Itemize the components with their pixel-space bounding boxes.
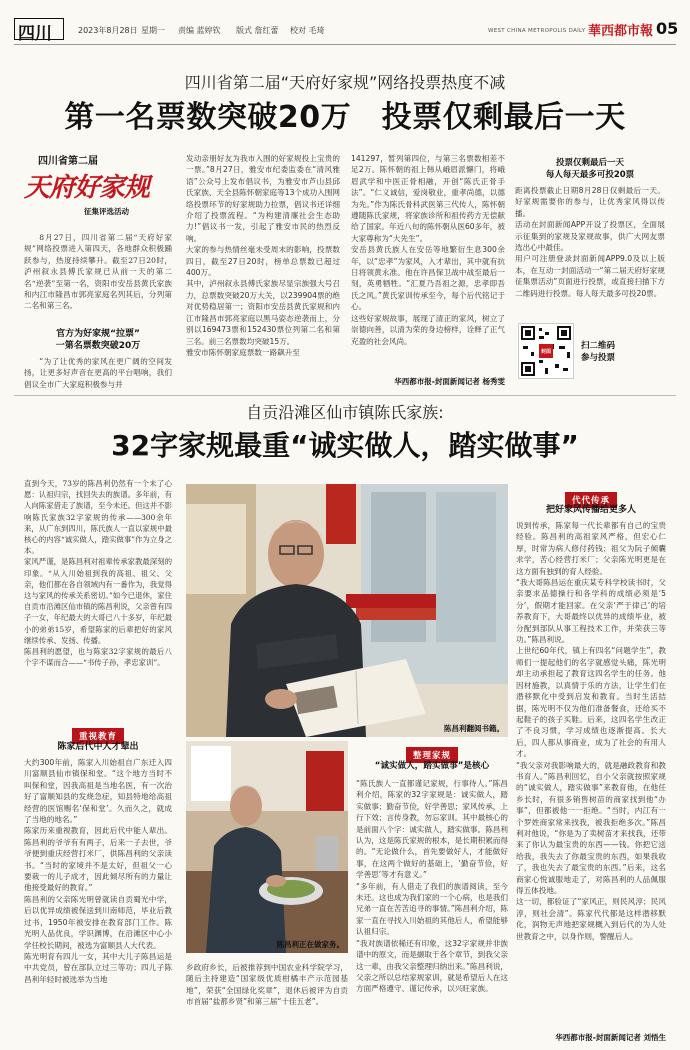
masthead-weekday: 星期一 <box>141 26 165 35</box>
masthead-proofreader: 校对 毛琦 <box>290 26 325 35</box>
vote-side-title: 投票仅剩最后一天 每人每天最多可投20票 <box>545 158 635 180</box>
right-col-text: 说到传承，陈家每一代长辈都有自己的宝贵经验。陈昌利的高祖家风严格，但宏心仁厚，时常为病人修付药钱；祖父为阮子倾囊求学，苦心经营打米厂；父亲陈光明更是在这方面有独到的育人经验。 “我大哥陈昌运在重庆某专科学校读书时，父亲要求品德操行和各学科的成绩必须是‘5分’，假期才能回家。在父亲‘严于律己’的培养教育下，大哥最终以优异的成绩毕业，被分配到部队从事工程技术工作，并荣获三等功。”陈昌利说。 上世纪60年代，镇上有四名“问题学生”，教师们一提起他们的名字就感觉头痛，陈光明却主动承担起了教育这四名学生的任务。他因材施教，以真情于乐的方法，让学生们在潜移默化中受到启发和教育。当时生活拮据，陈光明不仅为他们准备餐食，还给买不起鞋子的孩子买鞋。后来，这四名学生改正了不良习惯，学习成绩也逐渐提高。长大后，四人都从事商业，成为了社会的有用人才。 “我父亲对我影响最大的，就是融政教育和教书育人。”陈昌利回忆，自小父亲就按照家规的“诚实做人，踏实做事”来教育他，在他任乡长时，有很多销售树苗的商家找到他“办事”，但都被他一一拒绝。“当时，内江有一个罗姓商家常来找我，被我拒绝多次。”陈昌利对他说，“你是为了卖树苗才来找我，还带来了你认为最宝贵的东西——钱。你把它送给我，我失去了你最宝贵的东西，如果我收了，我也失去了最宝贵的东西。”后来，这名商家心悦诚服地走了，对陈昌利的人品佩服得五体投地。 这一切，都验证了“家风正，则民风淳；民风淳，则社会清”。陈家代代都是这样潜移默化，润物无声地把家规概入到后代的为人处世教育之中，以身作则，警醒后人。 <box>516 521 666 941</box>
qr-code[interactable] <box>518 323 574 379</box>
subhead-left: 陈家后代中人才辈出 <box>57 742 139 752</box>
top-col3-byline: 华西都市报-封面新闻记者 杨秀雯 <box>394 377 505 386</box>
logo-line2: 征集评选活动 <box>84 207 129 216</box>
top-col1-text: 8月27日，四川省第二届“天府好家规”网络投票进入第四天，各地群众积极踊跃参与，热度持续攀升。截至27日20时，泸州叙永县傅氏家规已从前一天的第二名“逆袭”至第一名，资阳市安岳县黄氏家族和内江市隆昌市郭亮家庭名列其后，分列第二名和第三名。 <box>24 233 172 311</box>
subhead-right: 把好家风传播给更多人 <box>545 505 636 515</box>
masthead <box>0 0 690 44</box>
kicker-heritage: 代代传承 <box>565 492 617 508</box>
kicker-education: 重视教育 <box>72 728 124 744</box>
photo-housework-caption: 陈昌利正在做家务。 <box>276 940 344 949</box>
top-col2-text: 发动亲朋好友为我市入围的好家规投上宝贵的一票。”8月27日，雅安市纪委监委在“清风雅语”公众号上发布倡议书，为雅安市芦山县邱氏家族、天全县陈怀朝家庭等13个成功入围网络投票环节的好家规助力拉票，倡议书还详细介绍了投票流程。“为构建清廉社会生态助力!”倡议书一发，引起了雅安市民的热烈反响。 大家的参与热情丝毫未受周末的影响，投票数四日，截至27日20时，榜单总票数已超过400万。 其中，泸州叙永县傅氏家族尽显宗族强大号召力，总票数突破20万大关，以239904票的绝对优势稳居第一；资阳市安岳县黄氏家规和内江市隆昌市郭亮家庭以黑马姿态逆袭而上，分别以169473票和152430票位列第二名和第三名。前三名票数均突破15万。 雅安市陈怀朝家庭票数一路飙升至 <box>186 154 340 357</box>
top-col1-text2: “为了让优秀的家风在更广阔的空间发扬，让更多好声音在更高的平台唱响，我们倡议全市广大家庭积极参与并 <box>24 357 172 389</box>
bottom-byline: 华西都市报-封面新闻记者 刘悟生 <box>555 1033 666 1042</box>
campaign-logo <box>24 150 172 225</box>
section-name: 四川 <box>18 24 52 44</box>
top-col3-text: 141297，暂列第四位，与第三名票数相差不足2万。陈怀朝的祖上韩从峨眉派懈门，将峨眉武学和中医正骨相融，开创“陈氏正骨手法”。“仁义诚信，爱岗敬业，重孝尚德，以德为先。”作为陈氏骨科武医第三代传人，陈怀朝遵随陈氏家规，将家族诊所和祖传药方无偿献给了国家。年近八旬的陈怀朝从医60多年，被大家尊称为“大先生”。 安岳县黄氏族人在安岳等地繁衍生息300余年，以“忠孝”为家风，入才辈出，其中就有抗日将领黄永准。他在许昌保卫战中战至最后一刻，英勇牺牲。“汇夏乃吾祖之源，忠孝即吾氏之风。”黄氏家训传承至今，每个后代铭记于心。 这些好家规故事，展现了清正的家风，树立了崇德向善，以清为荣的身边榜样，诠释了正气充盈的社会风尚。 <box>351 154 505 346</box>
photo-housework-art <box>186 741 348 953</box>
qr-logo-label: 封面 <box>541 349 552 355</box>
subhead-mid: “诚实做人，踏实做事”是核心 <box>374 761 490 771</box>
qr-caption: 扫二维码 参与投票 <box>581 341 616 363</box>
photo-reading <box>186 484 508 737</box>
masthead-date: 2023年8月28日 <box>78 26 138 35</box>
mid-left-text: 乡政府乡长，后被推荐到中国农业科学院学习，随后主持建造“国家级优质柑橘丰产示范园基地”，荣获“全国绿化奖章”，退休后被评为自贡市首届“盐都乡贤”和第三届“十佳五老”。 <box>186 963 348 1007</box>
bottom-intro: 直到今天，73岁的陈昌利仍然有一个未了心愿：认祖归宗，找回失去的族谱。多年前，有人向陈家借走了族谱，至今未还。但这并不影响陈氏家族32字家规的传承——300余年来，从广东到四川，陈氏族人一直以家规中最核心的内容“诚实做人，踏实做事”作为立身之本。 家风严谨，是陈昌利对祖辈传承家教最深刻的印象。“从入川始祖到我的高祖、祖父、父亲，他们都在各自领域内有一番作为，我觉得这与家风的传承关系密切。”如今已退休，家住自贡市沿滩区仙市镇的陈昌利说，父亲曾有四子一女，年纪最大的大哥已八十多岁，年纪最小的弟弟15岁，希望陈家的后辈把好的家风继续传承、发扬、传播。 陈昌利的愿望，也与陈家32字家规的最后八个字不谋而合——“书传子孙，孝忠家训”。 <box>24 479 172 668</box>
logo-script: 天府好家规 <box>24 173 150 203</box>
section-divider <box>14 395 676 396</box>
kicker-rules: 整理家规 <box>406 747 458 763</box>
masthead-logo: 華西都市報 <box>588 24 654 39</box>
vote-side-text: 距离投票截止日期8月28日仅剩最后一天。好家规需要你的参与，让优秀家风得以传播。 活动在封面新闻APP开设了投票区，全面展示征集到的家规及家规故事，供广大网友票选出心中最佳。 用户可注册登录封面新闻APP9.0及以上版本，在互动一封面活动一“第二届天府好家规征集票活动”页面进行投票，或直接扫描下方二维码进行投票。每人每天最多可投20票。 <box>515 186 665 298</box>
masthead-designer: 版式 詹红蕾 <box>236 26 279 35</box>
logo-line1: 四川省第二届 <box>38 156 98 167</box>
top-headline: 第一名票数突破20万 投票仅剩最后一天 <box>64 100 626 135</box>
page-number: 05 <box>656 19 679 38</box>
photo-reading-art <box>186 484 508 737</box>
bottom-headline: 32字家规最重“诚实做人，踏实做事” <box>111 429 579 462</box>
mid-right-text: “陈氏族人一直都谨记家规，行事待人。”陈昌利介绍，陈家的32字家规是：诚实做人，踏实做事；勤奋节俭，好学善思；家风传承，上行下效；言传身教，勿忘家训。其中最核心的是前面八个字：诚实做人，踏实做事。陈昌利认为，这是陈氏家规的根本，是长期积累而得的。“无论做什么，首先要做好人，才能做好事，在这两个做好的基础上，‘勤奋节俭，好学善思’等才有意义。” “多年前，有人借走了我们的族谱阅读，至今未还。这也成为我们家的一个心病，也是我们兄弟一直在苦苦追寻的事情。”陈昌利介绍，陈家一直在寻找入川始祖的其他后人，希望能够认祖归宗。 “我对族谱依稀还有印象，这32字家规并非族谱中的原文，而是撷取于各个章节，到我父亲这一辈，由我父亲整理归纳出来。”陈昌利说，父亲之所以总结家规家训，就是希望后人在这方面严格遵守、谨记传承，以兴旺家族。 <box>356 779 508 994</box>
masthead-editor: 责编 蓝婷钦 <box>178 26 221 35</box>
left-col-text: 大约300年前，陈家入川始祖自广东迁入四川富顺县仙市镇保和堂。“这个地方当时不叫保和堂，因我高祖是当地名医，有一次治好了富顺知县的发烧急症，知县特地给高祖经营的医馆赐名‘保和堂’。久而久之，就成了当地的地名。” 陈家历来重视教育，因此后代中能人辈出。陈昌利的爷爷有有两子，后来一子去世，爷爷便到重庆经营打米厂，供陈昌利的父亲读书。“当时的家境并不是太好，但祖父一心要栽一的儿子成才，因此倾尽所有的力量让他接受最好的教育。” 陈昌利的父亲陈光明曾就读自贡蜀光中学，后以优异成绩被保送到川南师范，毕业后教过书，1950年被安排在教育部门工作。陈光明人品优良，学识渊博，在沿滩区中心小学任校长期间，被选为富顺县人大代表。 陈光明育有四儿一女，其中大儿子陈昌运是中共党员，曾在部队立过三等功；四儿子陈昌利年轻时被选举为当地 <box>24 758 172 984</box>
bottom-kicker: 自贡沿滩区仙市镇陈氏家族: <box>246 403 444 422</box>
top-col1-subhead: 官方为好家规“拉票” 一第名票数突破20万 <box>55 329 141 351</box>
photo-housework <box>186 741 348 953</box>
photo-reading-caption: 陈昌利翻阅书籍。 <box>444 724 504 733</box>
masthead-en-name: WEST CHINA METROPOLIS DAILY <box>488 28 586 34</box>
top-kicker: 四川省第二届“天府好家规”网络投票热度不减 <box>184 73 506 92</box>
masthead-rule <box>14 44 676 45</box>
